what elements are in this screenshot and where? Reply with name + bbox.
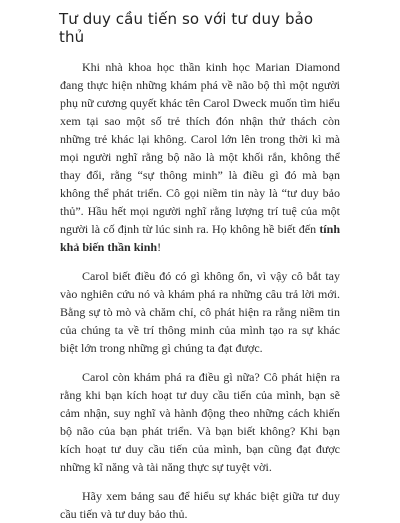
paragraph-3: Carol còn khám phá ra điều gì nữa? Cô phát hiện ra rằng khi bạn kích hoạt tư duy cầu tiến của mình, bạn sẽ cảm nhận, suy nghĩ và hành động theo những cách khiến bộ não của bạn phát triển. Và bạn biết không? Khi bạn kích hoạt tư duy cầu tiến của mình, bạn cũng đạt được những kĩ năng và tài năng thực sự tuyệt vời. xyxy=(60,370,340,474)
paragraph-4: Hãy xem bảng sau để hiểu sự khác biệt giữa tư duy cầu tiến và tư duy bảo thủ. xyxy=(60,489,340,521)
section-heading: Tư duy cầu tiến so với tư duy bảo thủ xyxy=(59,10,314,46)
paragraph-1-end: ! xyxy=(157,240,162,254)
paragraph-2: Carol biết điều đó có gì không ổn, vì vậy cô bắt tay vào nghiên cứu nó và khám phá ra những câu trả lời mới. Bằng sự tò mò và chăm chỉ, cô phát hiện ra rằng niềm tin của chúng ta về trí thông minh của mình tạo ra sự khác biệt lớn trong những gì chúng ta đạt được. xyxy=(60,269,340,355)
paragraph-1-text: Khi nhà khoa học thần kinh học Marian Diamond đang thực hiện những khám phá về não bộ thì một người phụ nữ cương quyết khác tên Carol Dweck muốn tìm hiểu xem tại sao một số trẻ thích đón nhận thử thách còn những trẻ khác lại không. Carol lớn lên trong thời kì mà mọi người nghĩ rằng bộ não là một khối rắn, không thể thay đổi, rằng “sự thông minh” là điều gì đó mà bạn không thể phát triển. Cô gọi niềm tin này là “tư duy bảo thủ”. Hầu hết mọi người nghĩ rằng lượng trí tuệ của một người là cố định từ lúc sinh ra. Họ không hề biết đến xyxy=(60,60,340,236)
paragraph-1-emphasis: tính khả biến thần kinh xyxy=(60,222,340,254)
paragraph-1 xyxy=(60,58,340,256)
